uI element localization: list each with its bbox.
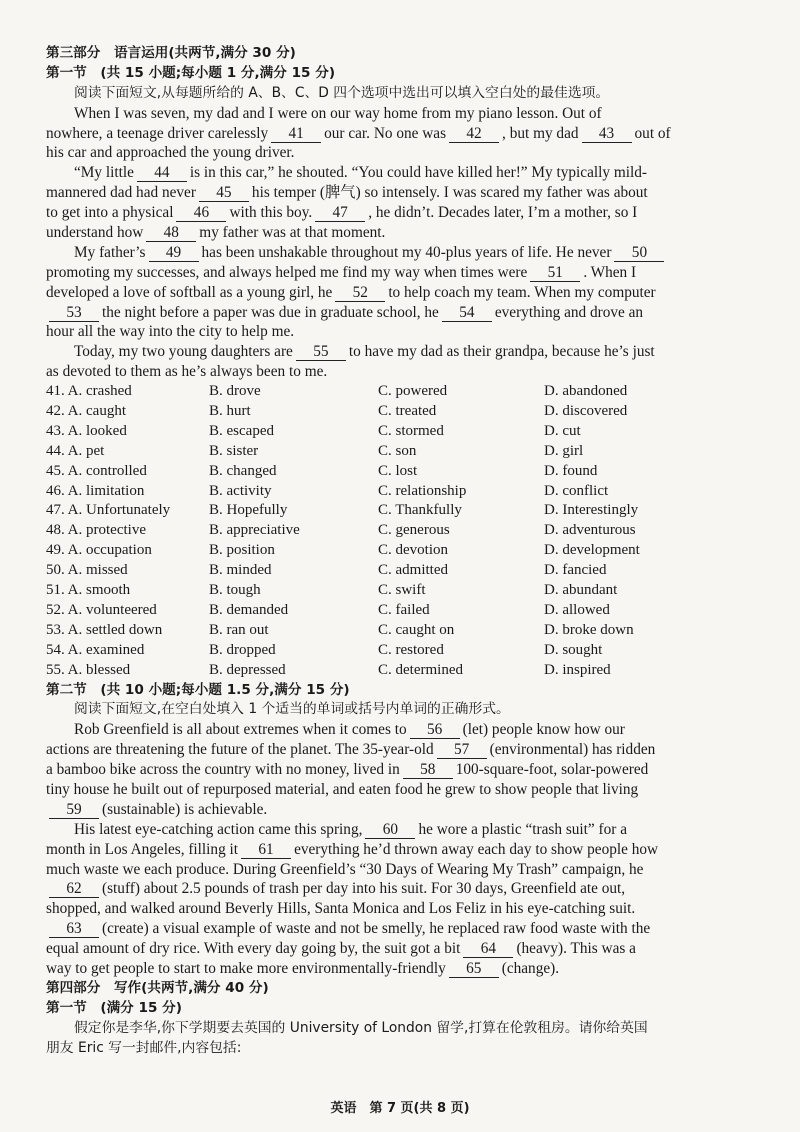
passage-line: [46, 840, 758, 860]
option-b: B. depressed: [209, 661, 286, 678]
part3-title: 第三部分 语言运用(共两节,满分 30 分): [46, 45, 296, 61]
option-b: B. Hopefully: [209, 502, 288, 519]
page-footer: 英语 第 7 页(共 8 页): [330, 1101, 470, 1116]
option-c: C. Thankfully: [378, 502, 462, 519]
grammar-fill-passage: [46, 720, 758, 979]
option-c: C. relationship: [378, 482, 467, 499]
passage-text: month in Los Angeles, filling it: [46, 840, 239, 858]
passage-text: equal amount of dry rice. With every day going by, the suit got a bit: [46, 940, 461, 958]
blank-42: 42: [449, 126, 499, 143]
passage-text: tiny house he built out of repurposed material, and eaten food he grew to show people that living: [46, 780, 639, 798]
passage-text: our car. No one was: [324, 124, 447, 142]
option-c: C. lost: [378, 462, 418, 479]
passage-text: is in this car,” he shouted. “You could have killed her!” My typically mild-: [189, 164, 647, 182]
passage-line: [46, 104, 758, 124]
passage-text: “My little: [74, 164, 134, 182]
option-d: D. cut: [544, 422, 581, 439]
passage-text: he wore a plastic “trash suit” for a: [418, 820, 627, 838]
blank-55: 55: [296, 344, 346, 361]
section2-instructions: 阅读下面短文,在空白处填入 1 个适当的单词或括号内单词的正确形式。: [74, 701, 510, 718]
passage-line: [46, 919, 758, 939]
blank-61: 61: [241, 842, 291, 859]
option-c: C. devotion: [378, 542, 448, 559]
passage-text: (change).: [501, 959, 560, 977]
passage-text: out of: [634, 124, 671, 142]
passage-text: to get into a physical: [46, 204, 174, 222]
passage-line: [46, 959, 758, 979]
passage-line: [46, 163, 758, 183]
blank-47: 47: [315, 205, 365, 222]
option-a: 41. A. crashed: [46, 383, 132, 400]
option-b: B. ran out: [209, 621, 269, 638]
blank-65: 65: [449, 961, 499, 978]
passage-line: [46, 780, 758, 800]
passage-text: When I was seven, my dad and I were on our way home from my piano lesson. Out of: [74, 104, 602, 122]
option-a: 55. A. blessed: [46, 661, 131, 678]
option-d: D. abundant: [544, 582, 618, 599]
passage-line: [46, 740, 758, 760]
answer-options: [46, 382, 758, 680]
option-d: D. development: [544, 542, 640, 559]
option-c: C. treated: [378, 403, 437, 420]
blank-46: 46: [176, 205, 226, 222]
option-a: 50. A. missed: [46, 562, 128, 579]
option-d: D. discovered: [544, 403, 628, 420]
option-b: B. tough: [209, 582, 261, 599]
option-c: C. son: [378, 442, 417, 459]
part3-section1-title: 第一节 (共 15 小题;每小题 1 分,满分 15 分): [46, 64, 336, 81]
option-d: D. fancied: [544, 562, 607, 579]
blank-59: 59: [49, 802, 99, 819]
passage-line: [46, 879, 758, 899]
blank-56: 56: [410, 722, 460, 739]
passage-line: [46, 283, 758, 303]
blank-50: 50: [614, 245, 664, 262]
passage-line: [46, 362, 758, 382]
option-c: C. restored: [378, 641, 444, 658]
blank-62: 62: [49, 881, 99, 898]
passage-text: promoting my successes, and always helped me find my way when times were: [46, 263, 528, 281]
passage-text: (let) people know how our: [462, 721, 625, 739]
passage-line: [46, 860, 758, 880]
blank-64: 64: [463, 941, 513, 958]
passage-text: the night before a paper was due in graduate school, he: [102, 303, 439, 321]
passage-line: [46, 720, 758, 740]
option-a: 43. A. looked: [46, 422, 127, 439]
option-a: 46. A. limitation: [46, 482, 145, 499]
blank-45: 45: [199, 185, 249, 202]
passage-line: [46, 303, 758, 323]
blank-48: 48: [146, 225, 196, 242]
passage-text: , but my dad: [502, 124, 579, 142]
passage-line: [46, 820, 758, 840]
option-b: B. sister: [209, 442, 259, 459]
option-a: 51. A. smooth: [46, 582, 131, 599]
passage-text: shopped, and walked around Beverly Hills, Santa Monica and Los Feliz in his eye-catching suit.: [46, 900, 636, 918]
passage-text: as devoted to them as he’s always been to me.: [46, 363, 328, 381]
passage-text: Today, my two young daughters are: [74, 343, 293, 361]
passage-line: [46, 342, 758, 362]
option-b: B. activity: [209, 482, 272, 499]
passage-text: nowhere, a teenage driver carelessly: [46, 124, 269, 142]
passage-text: 100-square-foot, solar-powered: [455, 761, 649, 779]
option-b: B. drove: [209, 383, 261, 400]
passage-line: [46, 800, 758, 820]
passage-text: my father was at that moment.: [199, 224, 386, 242]
passage-text: (heavy). This was a: [516, 940, 636, 958]
option-b: B. position: [209, 542, 275, 559]
option-c: C. powered: [378, 383, 448, 400]
option-d: D. abandoned: [544, 383, 628, 400]
option-a: 42. A. caught: [46, 403, 126, 420]
passage-text: His latest eye-catching action came this spring,: [74, 820, 363, 838]
option-a: 44. A. pet: [46, 442, 105, 459]
option-c: C. stormed: [378, 422, 444, 439]
option-a: 45. A. controlled: [46, 462, 147, 479]
passage-line: [46, 939, 758, 959]
passage-text: hour all the way into the city to help me.: [46, 323, 295, 341]
option-c: C. failed: [378, 601, 430, 618]
passage-text: understand how: [46, 224, 144, 242]
option-b: B. demanded: [209, 601, 289, 618]
blank-57: 57: [437, 742, 487, 759]
passage-line: [46, 203, 758, 223]
passage-text: everything he’d thrown away each day to show people how: [294, 840, 659, 858]
option-b: B. dropped: [209, 641, 276, 658]
option-b: B. escaped: [209, 422, 274, 439]
option-c: C. swift: [378, 582, 426, 599]
option-b: B. appreciative: [209, 522, 300, 539]
option-d: D. inspired: [544, 661, 611, 678]
passage-text: mannered dad had never: [46, 184, 196, 202]
passage-text: a bamboo bike across the country with no money, lived in: [46, 761, 400, 779]
option-d: D. adventurous: [544, 522, 636, 539]
option-a: 47. A. Unfortunately: [46, 502, 171, 519]
passage-text: . When I: [583, 263, 637, 281]
passage-text: (create) a visual example of waste and not be smelly, he replaced raw food waste with the: [102, 920, 651, 938]
blank-52: 52: [335, 285, 385, 302]
option-b: B. changed: [209, 462, 277, 479]
option-c: C. generous: [378, 522, 450, 539]
option-a: 54. A. examined: [46, 641, 145, 658]
passage-text: (stuff) about 2.5 pounds of trash per day into his suit. For 30 days, Greenfield ate out,: [102, 880, 626, 898]
option-a: 48. A. protective: [46, 522, 146, 539]
blank-58: 58: [403, 762, 453, 779]
passage-line: [46, 760, 758, 780]
passage-text: My father’s: [74, 243, 146, 261]
option-d: D. allowed: [544, 601, 610, 618]
blank-51: 51: [530, 265, 580, 282]
passage-text: with this boy.: [229, 204, 313, 222]
blank-49: 49: [149, 245, 199, 262]
option-a: 49. A. occupation: [46, 542, 152, 559]
blank-53: 53: [49, 305, 99, 322]
blank-63: 63: [49, 921, 99, 938]
option-c: C. caught on: [378, 621, 455, 638]
exam-page: [46, 44, 758, 1058]
passage-text: actions are threatening the future of the planet. The 35-year-old: [46, 741, 434, 759]
option-d: D. found: [544, 462, 598, 479]
passage-text: (sustainable) is achievable.: [102, 800, 268, 818]
blank-44: 44: [137, 165, 187, 182]
passage-line: [46, 124, 758, 144]
passage-text: Rob Greenfield is all about extremes when it comes to: [74, 721, 407, 739]
writing-prompt-line: 朋友 Eric 写一封邮件,内容包括:: [46, 1039, 242, 1056]
part3-section2-title: 第二节 (共 10 小题;每小题 1.5 分,满分 15 分): [46, 681, 350, 698]
passage-line: [46, 183, 758, 203]
option-c: C. admitted: [378, 562, 448, 579]
passage-text: his car and approached the young driver.: [46, 144, 295, 162]
cloze-passage: [46, 104, 758, 382]
passage-text: (environmental) has ridden: [489, 741, 656, 759]
option-d: D. broke down: [544, 621, 634, 638]
passage-text: , he didn’t. Decades later, I’m a mother, so I: [368, 204, 638, 222]
option-a: 53. A. settled down: [46, 621, 163, 638]
option-d: D. conflict: [544, 482, 609, 499]
passage-line: [46, 322, 758, 342]
passage-text: to have my dad as their grandpa, because he’s just: [348, 343, 655, 361]
writing-prompt-line: 假定你是李华,你下学期要去英国的 University of London 留学,打算在伦敦租房。请你给英国: [74, 1019, 648, 1036]
passage-line: [46, 899, 758, 919]
blank-43: 43: [582, 126, 632, 143]
passage-text: developed a love of softball as a young girl, he: [46, 283, 333, 301]
passage-text: has been unshakable throughout my 40-plus years of life. He never: [201, 243, 612, 261]
blank-60: 60: [365, 822, 415, 839]
option-d: D. girl: [544, 442, 584, 459]
passage-text: much waste we each produce. During Greenfield’s “30 Days of Wearing My Trash” campaign, he: [46, 860, 644, 878]
option-d: D. Interestingly: [544, 502, 639, 519]
option-c: C. determined: [378, 661, 463, 678]
section1-instructions: 阅读下面短文,从每题所给的 A、B、C、D 四个选项中选出可以填入空白处的最佳选项。: [74, 84, 610, 101]
passage-line: [46, 243, 758, 263]
passage-text: his temper (脾气) so intensely. I was scared my father was about: [251, 184, 648, 202]
option-a: 52. A. volunteered: [46, 601, 157, 618]
passage-text: everything and drove an: [494, 303, 644, 321]
option-b: B. hurt: [209, 403, 251, 420]
part4-title: 第四部分 写作(共两节,满分 40 分): [46, 979, 269, 996]
option-b: B. minded: [209, 562, 272, 579]
passage-text: to help coach my team. When my computer: [388, 283, 656, 301]
blank-41: 41: [271, 126, 321, 143]
passage-line: [46, 223, 758, 243]
passage-line: [46, 263, 758, 283]
option-d: D. sought: [544, 641, 603, 658]
part4-section1-title: 第一节 (满分 15 分): [46, 999, 182, 1016]
blank-54: 54: [442, 305, 492, 322]
passage-line: [46, 143, 758, 163]
passage-text: way to get people to start to make more environmentally-friendly: [46, 959, 446, 977]
